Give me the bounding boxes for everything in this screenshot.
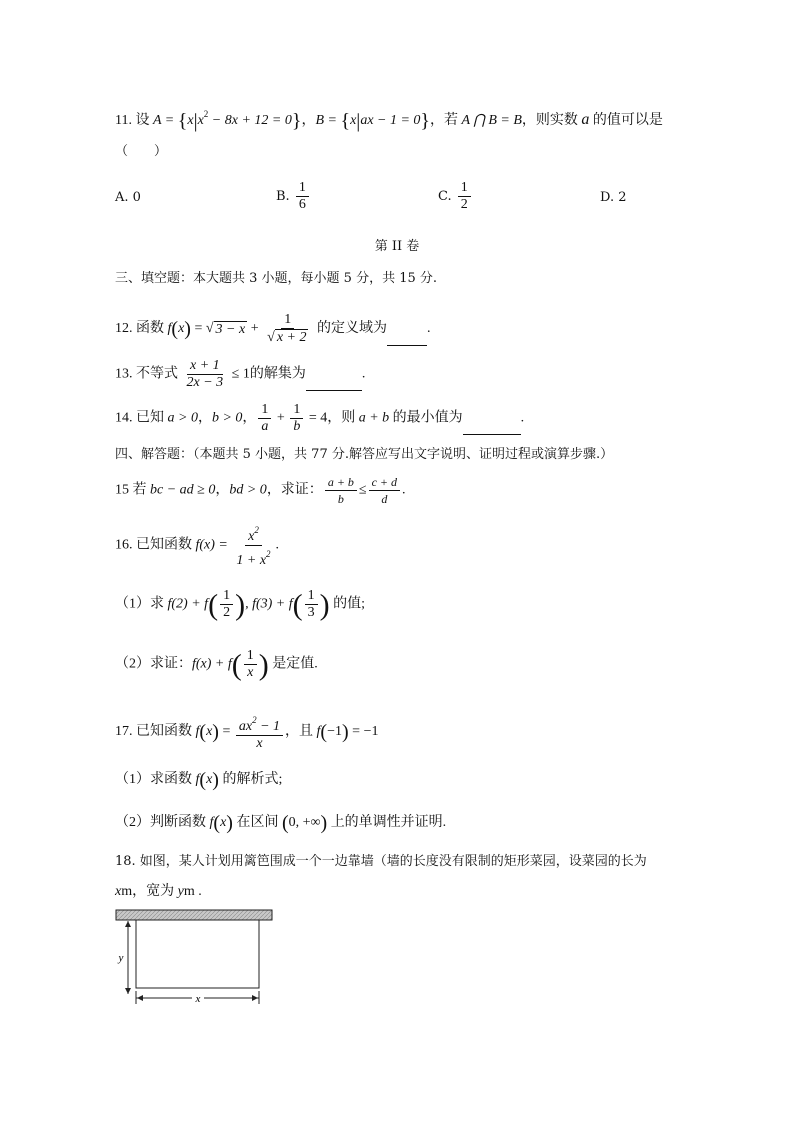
wall [116,910,272,920]
q14: 14. 已知 a > 0，b > 0， $\frac{1}{a}$ + $\frac{1}{b}$ = 4，则 a + b 的最小值为 . [115,402,525,434]
garden-figure [112,906,282,1016]
q17-part1: （1）求函数 f(x) 的解析式; [115,769,283,791]
q13: 13. 不等式 $\frac{x + 1}{2x - 3}$ ≤ 1的解集为 . [115,358,366,390]
garden-rectangle [136,920,259,988]
q11-option-c: C. $\frac{1}{2}$ [438,180,473,213]
q11-option-d: D. 2 [600,190,627,205]
q16-part2: （2）求证：f(x) + f( $\frac{1}{x}$ ) 是定值. [115,648,318,682]
q15: 15 若 bc − ad ≥ 0，bd > 0，求证： $\frac{a + b}{b}$ ≤ $\frac{c + d}{d}$ . [115,475,406,506]
part4-heading: 四、解答题：（本题共 5 小题，共 77 分.解答应写出文字说明、证明过程或演算步骤.） [115,447,614,462]
fig-x-label: x [195,993,201,1005]
q12: 12. 函数 f(x) = √ 3 − x + $\frac{1}{√ x + 2}$ 的定义域为 . [115,312,431,345]
part3-heading: 三、填空题：本大题共 3 小题，每小题 5 分，共 15 分. [115,271,438,286]
q11-option-b: B. $\frac{1}{6}$ [276,180,311,213]
section-title: 第 II 卷 [374,239,420,254]
q17: 17. 已知函数 f(x) = $\frac{ax^2 - 1}{x}$ ，且 f(−1) = −1 [115,712,378,752]
q11-stem: 11. 设 $A = \{x|x^2 - 8x + 12 = 0\}$，B = {x|ax − 1 = 0}，若 A ⋂ B = B，则实数 a 的值可以是 [115,109,663,132]
q11-paren: （ ） [115,144,168,159]
q16: 16. 已知函数 f(x) = $\frac{x^2}{1 + x^2}$ . [115,522,279,569]
q18-line1: 18. 如图，某人计划用篱笆围成一个一边靠墙（墙的长度没有限制的矩形菜园，设菜园的长为 [115,854,647,869]
q16-part1: （1）求 f(2) + f( $\frac{1}{2}$ ), f(3) + f( $\frac{1}{3}$ ) 的值; [115,588,366,622]
fig-y-label: y [118,952,124,964]
q18-line2: xm，宽为 ym . [115,884,202,899]
q11-option-a: A. 0 [115,190,141,205]
q17-part2: （2）判断函数 f(x) 在区间 (0, +∞) 上的单调性并证明. [115,812,447,834]
